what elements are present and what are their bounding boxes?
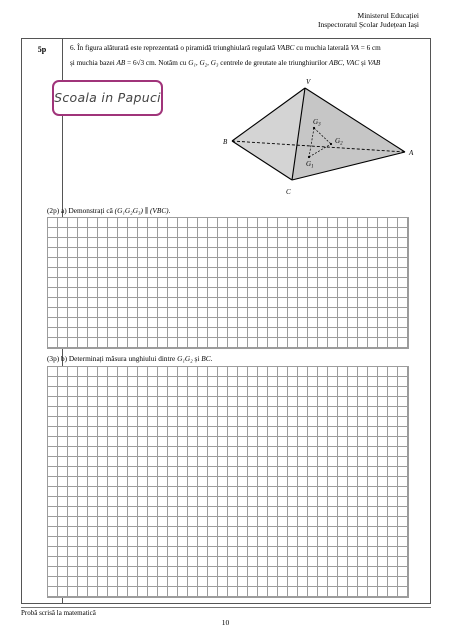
points-label: 5p: [37, 45, 47, 54]
page-number: 10: [221, 618, 230, 627]
question-a-math: (G₁G₂G₃) ∥ (VBC): [114, 206, 169, 215]
point-g1: [308, 156, 310, 158]
label-g2: $G_2$: [335, 137, 343, 147]
statement-text: cu muchia laterală: [294, 44, 351, 52]
statement-math: ABC, VAC: [329, 59, 360, 67]
point-g3: [313, 127, 315, 129]
question-b-text: (3p) b) Determinați măsura unghiului dintre: [47, 354, 178, 363]
footer-title: Probă scrisă la matematică: [21, 609, 96, 617]
problem-statement-line1: [70, 43, 381, 53]
label-v: V: [306, 78, 311, 86]
statement-text: și muchia bazei: [70, 59, 117, 67]
statement-math: VABC: [276, 44, 295, 52]
statement-text: = 6 cm: [358, 44, 381, 52]
statement-text: și: [359, 59, 368, 67]
label-a: A: [409, 149, 414, 157]
question-b-math: BC: [201, 354, 211, 363]
header-inspectorate: Inspectoratul Școlar Județean Iași: [317, 20, 419, 29]
question-b-text: și: [192, 354, 202, 363]
label-g3: $G_3$: [313, 118, 321, 128]
scoala-in-papuci-logo: [52, 80, 163, 116]
question-a: [47, 206, 170, 215]
logo-text: Scoala in Papuci: [54, 90, 161, 105]
statement-text: centrele de greutate ale triunghiurilor: [218, 59, 330, 67]
pyramid-figure: [200, 70, 432, 200]
answer-grid-a: [47, 217, 409, 349]
label-b: B: [223, 138, 228, 146]
question-b: [47, 354, 212, 363]
statement-math: VAB: [367, 59, 381, 67]
question-a-text: (2p) a) Demonstrați că: [47, 206, 115, 215]
label-g1: $G_1$: [306, 160, 314, 170]
question-a-punct: .: [168, 206, 171, 215]
footer-divider: [21, 607, 431, 608]
statement-math: VA: [350, 44, 359, 52]
question-b-math: G₁G₂: [177, 354, 193, 363]
header-institution: Ministerul Educației: [357, 11, 419, 20]
answer-grid-b: [47, 366, 409, 598]
problem-statement-line2: [70, 58, 380, 68]
point-g2: [330, 143, 332, 145]
label-c: C: [286, 188, 291, 196]
statement-math: AB: [116, 59, 126, 67]
statement-text: 6. În figura alăturată este reprezentată o piramidă triunghiulară regulată: [70, 44, 277, 52]
question-b-punct: .: [210, 354, 213, 363]
statement-text: = 6√3 cm. Notăm cu: [125, 59, 189, 67]
statement-math: G₁, G₂, G₃: [188, 59, 219, 67]
